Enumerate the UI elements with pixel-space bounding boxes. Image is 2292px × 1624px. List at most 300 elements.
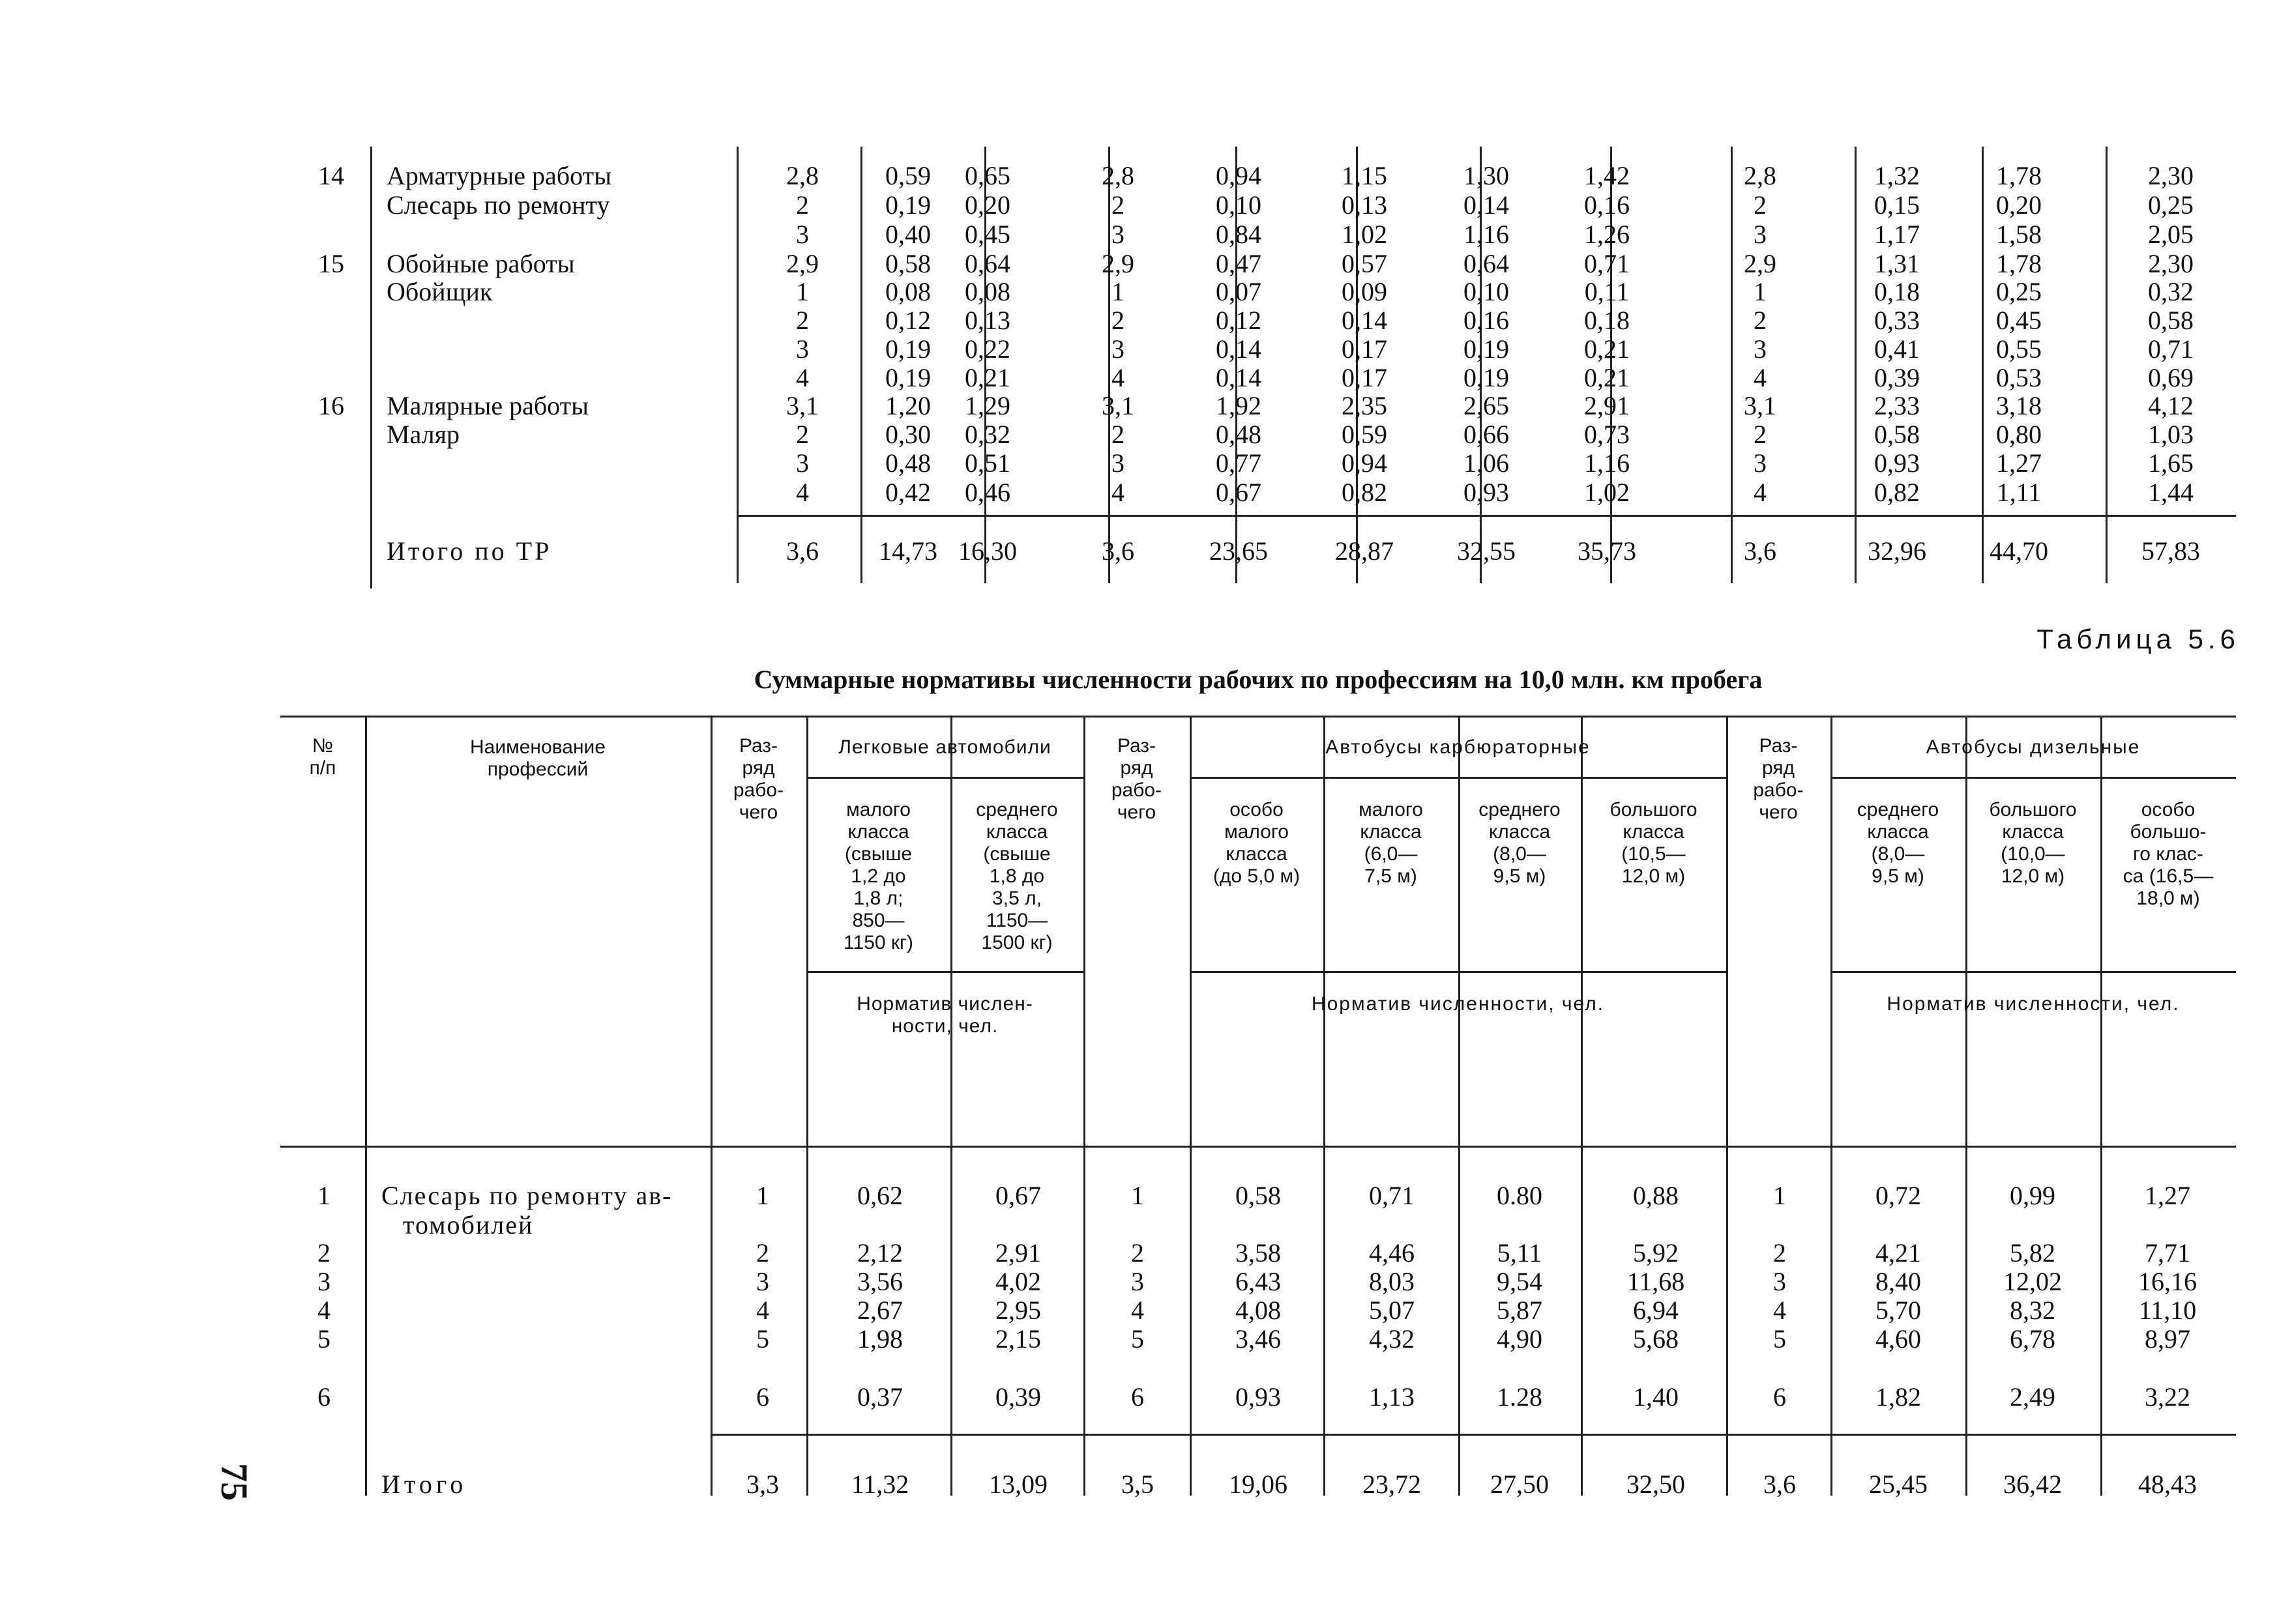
table-cell: 0,48 bbox=[885, 448, 931, 478]
table-cell: 5,92 bbox=[1633, 1238, 1679, 1268]
profession-name: Малярные работы bbox=[387, 391, 589, 420]
table-cell: 0,12 bbox=[885, 306, 931, 335]
table-cell: 1,20 bbox=[885, 391, 931, 420]
table-cell: 2,91 bbox=[1584, 391, 1630, 420]
total-cell: 3,6 bbox=[1102, 536, 1134, 566]
table-cell: 11,10 bbox=[2138, 1296, 2197, 1325]
table-cell: 5 bbox=[756, 1324, 769, 1354]
header-carb-2: малого класса (6,0— 7,5 м) bbox=[1359, 799, 1423, 887]
table-cell: 0,14 bbox=[1342, 306, 1387, 335]
table-cell: 4 bbox=[1111, 363, 1124, 392]
table-cell: 4,46 bbox=[1369, 1238, 1415, 1268]
table-cell: 8,03 bbox=[1369, 1267, 1415, 1296]
table-cell: 0,20 bbox=[965, 190, 1010, 220]
table-cell: 6,78 bbox=[2010, 1324, 2055, 1354]
table-cell: 4,08 bbox=[1235, 1296, 1281, 1325]
table-cell: 1,16 bbox=[1463, 220, 1509, 249]
table-cell: 8,97 bbox=[2145, 1324, 2190, 1354]
table-cell: 6 bbox=[1773, 1382, 1786, 1412]
table-cell: 2 bbox=[796, 420, 809, 449]
total-cell: 27,50 bbox=[1490, 1470, 1549, 1499]
diesel-norm-rule bbox=[1830, 971, 2236, 973]
header-grade-diesel: Раз- ряд рабо- чего bbox=[1753, 735, 1804, 823]
table-cell: 2 bbox=[1111, 190, 1124, 220]
table-cell: 2,9 bbox=[1744, 249, 1776, 278]
table-cell: 0,13 bbox=[1342, 190, 1387, 220]
table-cell: 2,65 bbox=[1463, 391, 1509, 420]
carb-group-rule bbox=[1190, 777, 1726, 779]
total-cell: 3,3 bbox=[746, 1470, 779, 1499]
table-cell: 0,93 bbox=[1463, 478, 1509, 507]
table-cell: 1,44 bbox=[2148, 478, 2194, 507]
table-cell: 0,41 bbox=[1874, 334, 1920, 364]
row-number: 1 bbox=[317, 1181, 331, 1210]
total-cell: 32,50 bbox=[1626, 1470, 1685, 1499]
total-label: Итого bbox=[381, 1470, 467, 1499]
table-cell: 0,19 bbox=[1463, 363, 1509, 392]
total-cell: 28,87 bbox=[1335, 536, 1394, 566]
table-cell: 1,15 bbox=[1342, 161, 1387, 190]
table-cell: 1,11 bbox=[1996, 478, 2042, 507]
table-cell: 4 bbox=[756, 1296, 769, 1325]
row-number: 6 bbox=[317, 1382, 331, 1412]
table-cell: 0,18 bbox=[1584, 306, 1630, 335]
table-cell: 4 bbox=[796, 363, 809, 392]
table-cell: 4 bbox=[1754, 478, 1767, 507]
table-cell: 3,1 bbox=[786, 391, 819, 420]
table-cell: 3,18 bbox=[1996, 391, 2042, 420]
table-title: Суммарные нормативы численности рабочих по профессиям на 10,0 млн. км пробега bbox=[754, 665, 1763, 694]
table-cell: 0,51 bbox=[965, 448, 1010, 478]
table-cell: 0,07 bbox=[1216, 277, 1261, 306]
table-cell: 0,10 bbox=[1463, 277, 1509, 306]
table-cell: 1,31 bbox=[1874, 249, 1920, 278]
table-cell: 5,87 bbox=[1497, 1296, 1542, 1325]
table-cell: 0,58 bbox=[2148, 306, 2194, 335]
header-top-rule bbox=[280, 716, 2236, 718]
cars-norm-rule bbox=[806, 971, 1083, 973]
table-cell: 0,37 bbox=[857, 1382, 903, 1412]
table-cell: 0,45 bbox=[1996, 306, 2042, 335]
table-cell: 2 bbox=[1754, 306, 1767, 335]
table-cell: 1,02 bbox=[1342, 220, 1387, 249]
header-grade-carb: Раз- ряд рабо- чего bbox=[1111, 735, 1162, 823]
table-cell: 1,78 bbox=[1996, 249, 2042, 278]
table-cell: 0,12 bbox=[1216, 306, 1261, 335]
table-cell: 2,8 bbox=[786, 161, 819, 190]
table-cell: 2,35 bbox=[1342, 391, 1387, 420]
table-cell: 0,08 bbox=[965, 277, 1010, 306]
header-diesel-1: среднего класса (8,0— 9,5 м) bbox=[1857, 799, 1939, 887]
total-cell: 3,6 bbox=[1763, 1470, 1796, 1499]
table-cell: 0,59 bbox=[885, 161, 931, 190]
top-col-rule-1 bbox=[860, 147, 862, 583]
table-cell: 0,66 bbox=[1463, 420, 1509, 449]
table-cell: 2,8 bbox=[1102, 161, 1134, 190]
header-cars-small: малого класса (свыше 1,2 до 1,8 л; 850— 1150 кг) bbox=[844, 799, 913, 953]
total-label: Итого по ТР bbox=[387, 536, 552, 566]
table-cell: 2,33 bbox=[1874, 391, 1920, 420]
table-cell: 0,08 bbox=[885, 277, 931, 306]
table-cell: 4,02 bbox=[995, 1267, 1041, 1296]
table-cell: 0,82 bbox=[1342, 478, 1387, 507]
table-cell: 1,82 bbox=[1875, 1382, 1921, 1412]
top-col-rule-10 bbox=[1982, 147, 1984, 583]
table-cell: 4,90 bbox=[1497, 1324, 1542, 1354]
header-diesel-3: особо большо- го клас- са (16,5— 18,0 м) bbox=[2123, 799, 2214, 909]
table-cell: 2,95 bbox=[995, 1296, 1041, 1325]
table-cell: 16,16 bbox=[2138, 1267, 2197, 1296]
table-cell: 0,16 bbox=[1584, 190, 1630, 220]
table-cell: 0,16 bbox=[1463, 306, 1509, 335]
table-cell: 6 bbox=[756, 1382, 769, 1412]
table-cell: 4,32 bbox=[1369, 1324, 1415, 1354]
header-bus-carb: Автобусы карбюраторные bbox=[1325, 736, 1591, 758]
table-cell: 1 bbox=[796, 277, 809, 306]
profession-name: Обойные работы bbox=[387, 249, 575, 278]
total-cell: 44,70 bbox=[1990, 536, 2048, 566]
table-cell: 0,21 bbox=[1584, 363, 1630, 392]
table-cell: 4 bbox=[1773, 1296, 1786, 1325]
header-norm-diesel: Норматив численности, чел. bbox=[1887, 993, 2180, 1015]
table-cell: 0,39 bbox=[1874, 363, 1920, 392]
table-cell: 5,70 bbox=[1875, 1296, 1921, 1325]
total-cell: 14,73 bbox=[879, 536, 937, 566]
table-cell: 2,8 bbox=[1744, 161, 1776, 190]
table-cell: 1,78 bbox=[1996, 161, 2042, 190]
table-cell: 9,54 bbox=[1497, 1267, 1542, 1296]
table-cell: 0,84 bbox=[1216, 220, 1261, 249]
bottom-col-rule-9 bbox=[1726, 716, 1728, 1496]
table-cell: 2,49 bbox=[2010, 1382, 2055, 1412]
diesel-group-rule bbox=[1830, 777, 2236, 779]
total-cell: 13,09 bbox=[989, 1470, 1048, 1499]
table-cell: 0,55 bbox=[1996, 334, 2042, 364]
row-number: 4 bbox=[317, 1296, 331, 1325]
table-cell: 2 bbox=[796, 190, 809, 220]
table-cell: 2 bbox=[1131, 1238, 1144, 1268]
profession-name: Маляр bbox=[387, 420, 460, 449]
table-cell: 4 bbox=[1131, 1296, 1144, 1325]
header-grade-cars: Раз- ряд рабо- чего bbox=[733, 735, 784, 823]
table-cell: 0,64 bbox=[965, 249, 1010, 278]
table-cell: 5 bbox=[1131, 1324, 1144, 1354]
table-cell: 3 bbox=[796, 448, 809, 478]
table-cell: 1,40 bbox=[1633, 1382, 1679, 1412]
table-cell: 2,30 bbox=[2148, 161, 2194, 190]
table-cell: 1,58 bbox=[1996, 220, 2042, 249]
total-cell: 23,65 bbox=[1209, 536, 1268, 566]
top-col-rule-9 bbox=[1855, 147, 1857, 583]
row-number: 15 bbox=[318, 249, 344, 278]
table-cell: 0,62 bbox=[857, 1181, 903, 1210]
table-cell: 6 bbox=[1131, 1382, 1144, 1412]
table-cell: 2,67 bbox=[857, 1296, 903, 1325]
profession-name: Арматурные работы bbox=[387, 161, 611, 190]
total-cell: 48,43 bbox=[2138, 1470, 2197, 1499]
table-cell: 3 bbox=[1754, 220, 1767, 249]
total-cell: 57,83 bbox=[2141, 536, 2200, 566]
table-cell: 2,15 bbox=[995, 1324, 1041, 1354]
header-number: № п/п bbox=[309, 735, 336, 779]
header-cars: Легковые автомобили bbox=[838, 736, 1051, 758]
table-cell: 8,32 bbox=[2010, 1296, 2055, 1325]
table-cell: 0,09 bbox=[1342, 277, 1387, 306]
table-cell: 0,33 bbox=[1874, 306, 1920, 335]
profession-name: томобилей bbox=[403, 1210, 534, 1240]
table-cell: 3 bbox=[1131, 1267, 1144, 1296]
table-cell: 0,19 bbox=[885, 334, 931, 364]
table-cell: 2 bbox=[796, 306, 809, 335]
table-cell: 1,32 bbox=[1874, 161, 1920, 190]
table-cell: 0,94 bbox=[1342, 448, 1387, 478]
table-cell: 0,57 bbox=[1342, 249, 1387, 278]
table-cell: 0,14 bbox=[1216, 334, 1261, 364]
total-cell: 32,96 bbox=[1868, 536, 1926, 566]
table-cell: 0,80 bbox=[1996, 420, 2042, 449]
table-cell: 3,46 bbox=[1235, 1324, 1281, 1354]
total-cell: 11,32 bbox=[851, 1470, 909, 1499]
table-cell: 0,47 bbox=[1216, 249, 1261, 278]
table-cell: 2,9 bbox=[786, 249, 819, 278]
table-cell: 1 bbox=[1131, 1181, 1144, 1210]
table-cell: 3 bbox=[1111, 448, 1124, 478]
total-cell: 32,55 bbox=[1457, 536, 1516, 566]
table-cell: 2 bbox=[1111, 306, 1124, 335]
table-cell: 1 bbox=[1754, 277, 1767, 306]
table-cell: 0,21 bbox=[1584, 334, 1630, 364]
table-cell: 3,22 bbox=[2145, 1382, 2190, 1412]
table-cell: 0,99 bbox=[2010, 1181, 2055, 1210]
table-cell: 3 bbox=[1754, 448, 1767, 478]
table-cell: 0,25 bbox=[1996, 277, 2042, 306]
total-cell: 35,73 bbox=[1578, 536, 1636, 566]
table-cell: 2 bbox=[1754, 190, 1767, 220]
top-col-rule-0 bbox=[737, 147, 739, 583]
bottom-col-rule-4 bbox=[1083, 716, 1085, 1496]
top-col-rule-3 bbox=[1108, 147, 1110, 583]
table-cell: 3 bbox=[756, 1267, 769, 1296]
table-cell: 1,27 bbox=[2145, 1181, 2190, 1210]
bottom-col-rule-1 bbox=[711, 716, 713, 1496]
table-cell: 4,60 bbox=[1875, 1324, 1921, 1354]
table-cell: 0,14 bbox=[1216, 363, 1261, 392]
table-cell: 0,73 bbox=[1584, 420, 1630, 449]
bottom-col-rule-0 bbox=[365, 716, 367, 1496]
table-cell: 3 bbox=[796, 220, 809, 249]
header-cars-mid: среднего класса (свыше 1,8 до 3,5 л, 1150— 1500 кг) bbox=[976, 799, 1058, 953]
row-number: 5 bbox=[317, 1324, 331, 1354]
table-cell: 0,67 bbox=[1216, 478, 1261, 507]
table-cell: 0,93 bbox=[1874, 448, 1920, 478]
table-cell: 0,59 bbox=[1342, 420, 1387, 449]
table-cell: 1,42 bbox=[1584, 161, 1630, 190]
table-cell: 0,82 bbox=[1874, 478, 1920, 507]
table-cell: 2 bbox=[1754, 420, 1767, 449]
total-cell: 36,42 bbox=[2003, 1470, 2062, 1499]
total-cell: 3,6 bbox=[1744, 536, 1776, 566]
table-cell: 1,30 bbox=[1463, 161, 1509, 190]
table-cell: 4,21 bbox=[1875, 1238, 1921, 1268]
table-cell: 1,98 bbox=[857, 1324, 903, 1354]
table-cell: 0,32 bbox=[2148, 277, 2194, 306]
table-cell: 1,16 bbox=[1584, 448, 1630, 478]
total-cell: 25,45 bbox=[1869, 1470, 1928, 1499]
table-cell: 7,71 bbox=[2145, 1238, 2190, 1268]
table-cell: 1,29 bbox=[965, 391, 1010, 420]
table-cell: 0,19 bbox=[885, 190, 931, 220]
table-cell: 0,18 bbox=[1874, 277, 1920, 306]
table-cell: 1,27 bbox=[1996, 448, 2042, 478]
table-cell: 0,14 bbox=[1463, 190, 1509, 220]
table-cell: 11,68 bbox=[1626, 1267, 1685, 1296]
table-cell: 1,03 bbox=[2148, 420, 2194, 449]
total-cell: 3,5 bbox=[1121, 1470, 1154, 1499]
table-cell: 2 bbox=[1111, 420, 1124, 449]
table-cell: 0,25 bbox=[2148, 190, 2194, 220]
table-cell: 0,19 bbox=[1463, 334, 1509, 364]
table-cell: 0.80 bbox=[1497, 1181, 1542, 1210]
top-col-rule-8 bbox=[1731, 147, 1733, 583]
table-cell: 0,11 bbox=[1584, 277, 1630, 306]
table-cell: 1,02 bbox=[1584, 478, 1630, 507]
table-cell: 0,71 bbox=[1584, 249, 1630, 278]
table-cell: 0,69 bbox=[2148, 363, 2194, 392]
cars-group-rule bbox=[806, 777, 1083, 779]
table-cell: 3 bbox=[1754, 334, 1767, 364]
table-cell: 0,58 bbox=[885, 249, 931, 278]
table-cell: 0,46 bbox=[965, 478, 1010, 507]
header-norm-cars: Норматив числен- ности, чел. bbox=[857, 993, 1033, 1037]
table-cell: 0,77 bbox=[1216, 448, 1261, 478]
row-number: 16 bbox=[318, 391, 344, 420]
table-cell: 0,20 bbox=[1996, 190, 2042, 220]
table-cell: 0,13 bbox=[965, 306, 1010, 335]
table-cell: 0,39 bbox=[995, 1382, 1041, 1412]
table-cell: 0,21 bbox=[965, 363, 1010, 392]
table-cell: 5,07 bbox=[1369, 1296, 1415, 1325]
table-cell: 0,93 bbox=[1235, 1382, 1281, 1412]
table-cell: 3,56 bbox=[857, 1267, 903, 1296]
table-cell: 0,53 bbox=[1996, 363, 2042, 392]
table-cell: 0,45 bbox=[965, 220, 1010, 249]
table-cell: 1 bbox=[1111, 277, 1124, 306]
header-bottom-rule bbox=[280, 1146, 2236, 1148]
profession-name: Слесарь по ремонту bbox=[387, 190, 610, 220]
table-cell: 2 bbox=[756, 1238, 769, 1268]
header-bus-diesel: Автобусы дизельные bbox=[1926, 736, 2141, 758]
header-carb-3: среднего класса (8,0— 9,5 м) bbox=[1478, 799, 1561, 887]
header-profession: Наименование профессий bbox=[470, 736, 606, 780]
table-cell: 12,02 bbox=[2003, 1267, 2062, 1296]
top-col-rule-11 bbox=[2106, 147, 2108, 583]
carb-norm-rule bbox=[1190, 971, 1726, 973]
table-cell: 0,58 bbox=[1235, 1181, 1281, 1210]
table-cell: 1 bbox=[1773, 1181, 1786, 1210]
table-cell: 2,05 bbox=[2148, 220, 2194, 249]
table-cell: 6,43 bbox=[1235, 1267, 1281, 1296]
row-number: 14 bbox=[318, 161, 344, 190]
table-label: Таблица 5.6 bbox=[2036, 624, 2240, 654]
table-cell: 1,17 bbox=[1874, 220, 1920, 249]
table-cell: 0,72 bbox=[1875, 1181, 1921, 1210]
table-cell: 3 bbox=[796, 334, 809, 364]
total-cell: 3,6 bbox=[786, 536, 819, 566]
table-cell: 8,40 bbox=[1875, 1267, 1921, 1296]
table-cell: 5,11 bbox=[1497, 1238, 1542, 1268]
table-cell: 2,9 bbox=[1102, 249, 1134, 278]
table-cell: 5,68 bbox=[1633, 1324, 1679, 1354]
table-cell: 1,06 bbox=[1463, 448, 1509, 478]
table-cell: 4,12 bbox=[2148, 391, 2194, 420]
table-cell: 1,13 bbox=[1369, 1382, 1415, 1412]
page-number: 75 bbox=[213, 1463, 256, 1501]
profession-name: Обойщик bbox=[387, 277, 493, 306]
header-norm-carb: Норматив численности, чел. bbox=[1311, 993, 1605, 1015]
table-cell: 4 bbox=[1111, 478, 1124, 507]
row-number: 2 bbox=[317, 1238, 331, 1268]
table-cell: 3,1 bbox=[1102, 391, 1134, 420]
table-cell: 3 bbox=[1773, 1267, 1786, 1296]
table-cell: 1,92 bbox=[1216, 391, 1261, 420]
table-cell: 0,22 bbox=[965, 334, 1010, 364]
table-cell: 0,10 bbox=[1216, 190, 1261, 220]
header-diesel-2: большого класса (10,0— 12,0 м) bbox=[1989, 799, 2077, 887]
total-cell: 19,06 bbox=[1229, 1470, 1287, 1499]
table-cell: 0,71 bbox=[1369, 1181, 1415, 1210]
table-cell: 3,1 bbox=[1744, 391, 1776, 420]
table-cell: 0,30 bbox=[885, 420, 931, 449]
table-cell: 1 bbox=[756, 1181, 769, 1210]
table-cell: 4 bbox=[1754, 363, 1767, 392]
table-cell: 2 bbox=[1773, 1238, 1786, 1268]
table-cell: 3,58 bbox=[1235, 1238, 1281, 1268]
total-rule bbox=[711, 1434, 2236, 1436]
table-cell: 5,82 bbox=[2010, 1238, 2055, 1268]
table-cell: 0,48 bbox=[1216, 420, 1261, 449]
table-cell: 0,94 bbox=[1216, 161, 1261, 190]
table-cell: 2,30 bbox=[2148, 249, 2194, 278]
table-cell: 1,65 bbox=[2148, 448, 2194, 478]
table-cell: 0,58 bbox=[1874, 420, 1920, 449]
top-num-name-divider bbox=[370, 147, 372, 588]
table-cell: 1.28 bbox=[1497, 1382, 1542, 1412]
table-cell: 0,17 bbox=[1342, 363, 1387, 392]
top-total-rule bbox=[737, 515, 2236, 517]
table-cell: 1,26 bbox=[1584, 220, 1630, 249]
table-cell: 4 bbox=[796, 478, 809, 507]
table-cell: 0,88 bbox=[1633, 1181, 1679, 1210]
table-cell: 0,15 bbox=[1874, 190, 1920, 220]
total-cell: 16,30 bbox=[958, 536, 1017, 566]
table-cell: 0,32 bbox=[965, 420, 1010, 449]
table-cell: 6,94 bbox=[1633, 1296, 1679, 1325]
table-cell: 0,40 bbox=[885, 220, 931, 249]
table-cell: 3 bbox=[1111, 220, 1124, 249]
header-carb-1: особо малого класса (до 5,0 м) bbox=[1212, 799, 1300, 887]
table-cell: 0,71 bbox=[2148, 334, 2194, 364]
table-cell: 3 bbox=[1111, 334, 1124, 364]
table-cell: 0,17 bbox=[1342, 334, 1387, 364]
table-cell: 0,42 bbox=[885, 478, 931, 507]
header-carb-4: большого класса (10,5— 12,0 м) bbox=[1609, 799, 1697, 887]
row-number: 3 bbox=[317, 1267, 331, 1296]
profession-name: Слесарь по ремонту ав- bbox=[381, 1181, 673, 1210]
table-cell: 0,67 bbox=[995, 1181, 1041, 1210]
table-cell: 0,64 bbox=[1463, 249, 1509, 278]
table-cell: 0,19 bbox=[885, 363, 931, 392]
table-cell: 0,65 bbox=[965, 161, 1010, 190]
